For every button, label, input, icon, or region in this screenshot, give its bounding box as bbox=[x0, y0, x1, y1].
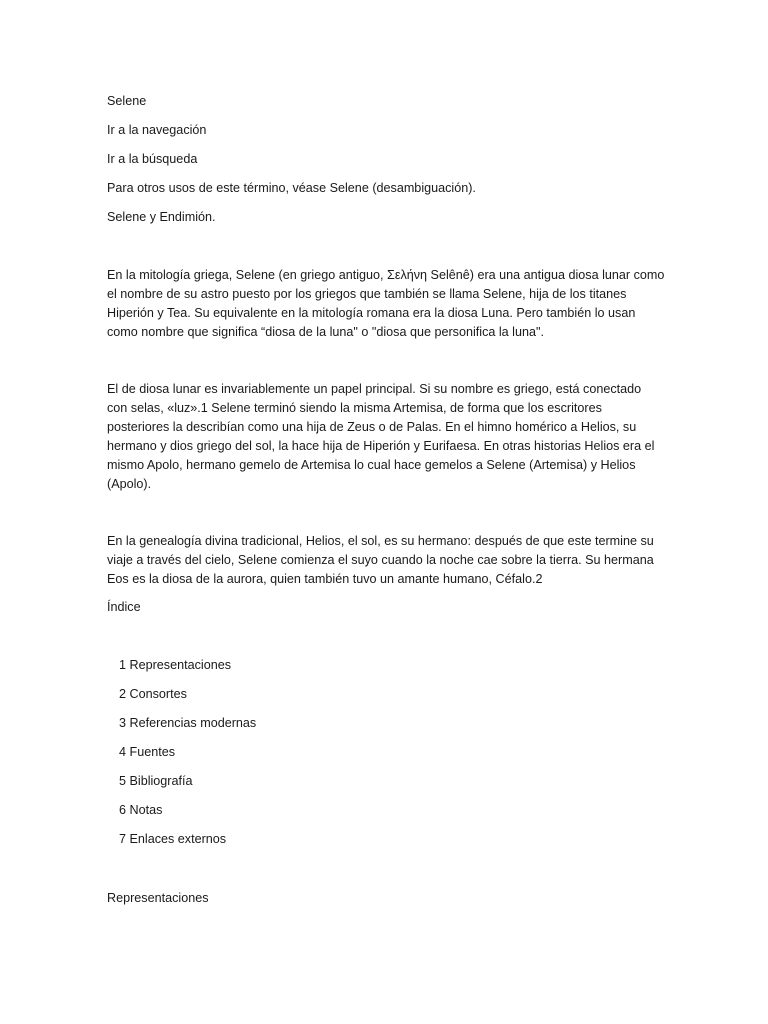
toc-item-notas[interactable]: 6 Notas bbox=[119, 803, 163, 817]
paragraph-line: Eos es la diosa de la aurora, quien también tuvo un amante humano, Céfalo.2 bbox=[107, 572, 543, 586]
toc-item-consortes[interactable]: 2 Consortes bbox=[119, 687, 187, 701]
lunar-goddess-paragraph bbox=[107, 380, 667, 494]
image-caption: Selene y Endimión. bbox=[107, 210, 216, 224]
toc-item-representaciones[interactable]: 1 Representaciones bbox=[119, 658, 232, 672]
paragraph-line: posteriores la describían como una hija de Zeus o de Palas. En el himno homérico a Helios, su bbox=[107, 420, 637, 434]
skip-to-navigation-link-text[interactable]: Ir a la navegación bbox=[107, 123, 207, 137]
toc-item-fuentes[interactable]: 4 Fuentes bbox=[119, 745, 176, 759]
paragraph-line: En la genealogía divina tradicional, Helios, el sol, es su hermano: después de que este termine su bbox=[107, 534, 654, 548]
skip-to-search-link[interactable] bbox=[107, 151, 197, 168]
skip-to-navigation-link[interactable] bbox=[107, 122, 206, 139]
toc-item-referencias-modernas[interactable]: 3 Referencias modernas bbox=[119, 716, 257, 730]
paragraph-line: mismo Apolo, hermano gemelo de Artemisa lo cual hace gemelos a Selene (Artemisa) y Helios bbox=[107, 458, 636, 472]
paragraph-line: viaje a través del cielo, Selene comienza el suyo cuando la noche cae sobre la tierra. Su hermana bbox=[107, 553, 654, 567]
paragraph-line: Hiperión y Tea. Su equivalente en la mitología romana era la diosa Luna. Pero también lo usan bbox=[107, 306, 636, 320]
page-title: Selene bbox=[107, 94, 147, 108]
paragraph-line: En la mitología griega, Selene (en griego antiguo, Σελήνη Selênê) era una antigua diosa lunar como bbox=[107, 268, 665, 282]
disambiguation-note: Para otros usos de este término, véase Selene (desambiguación). bbox=[107, 181, 476, 195]
skip-to-search-link-text[interactable]: Ir a la búsqueda bbox=[107, 152, 198, 166]
intro-paragraph bbox=[107, 266, 667, 342]
paragraph-line: el nombre de su astro puesto por los griegos que también se llama Selene, hija de los titanes bbox=[107, 287, 627, 301]
toc-item-enlaces-externos[interactable]: 7 Enlaces externos bbox=[119, 832, 227, 846]
genealogy-paragraph bbox=[107, 532, 667, 589]
paragraph-line: El de diosa lunar es invariablemente un papel principal. Si su nombre es griego, está conectado bbox=[107, 382, 642, 396]
paragraph-line: hermano y dios griego del sol, la hace hija de Hiperión y Eurifaesa. En otras historias Helios era el bbox=[107, 439, 655, 453]
paragraph-line: (Apolo). bbox=[107, 477, 152, 491]
toc-item-bibliografia[interactable]: 5 Bibliografía bbox=[119, 774, 193, 788]
paragraph-line: con selas, «luz».1 Selene terminó siendo la misma Artemisa, de forma que los escritores bbox=[107, 401, 602, 415]
section-heading: Representaciones bbox=[107, 891, 209, 905]
toc-heading: Índice bbox=[107, 600, 141, 614]
paragraph-line: como nombre que significa “diosa de la luna" o "diosa que personifica la luna". bbox=[107, 325, 544, 339]
